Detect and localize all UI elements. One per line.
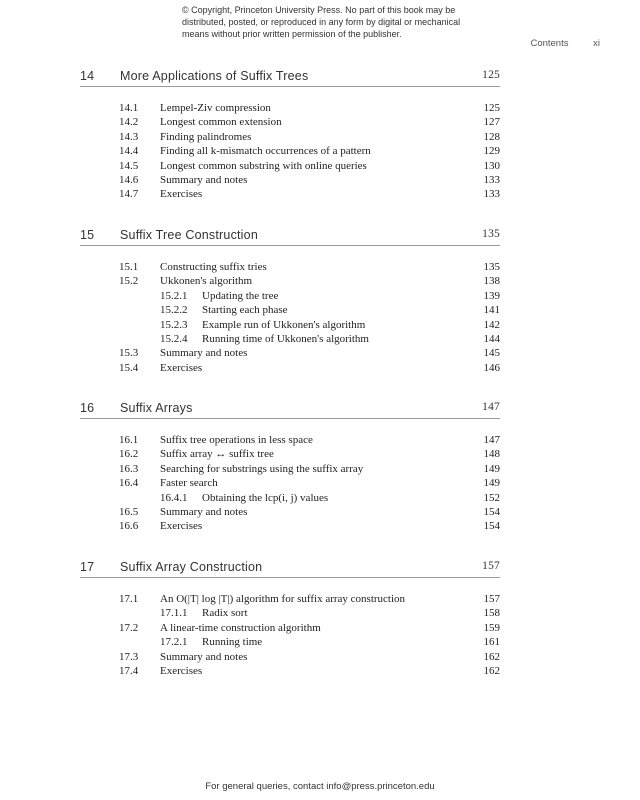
section-title: Exercises	[160, 664, 203, 677]
subsection-number: 15.2.2	[160, 304, 188, 317]
toc-entry	[80, 115, 500, 129]
copyright-line: © Copyright, Princeton University Press. No part of this book may be	[182, 5, 456, 15]
section-title: Longest common substring with online queries	[160, 159, 367, 172]
section-page: 149	[483, 477, 500, 490]
section-number: 15.4	[119, 361, 139, 374]
section-page: 161	[483, 636, 500, 649]
chapter-title: More Applications of Suffix Trees	[120, 69, 309, 83]
chapter-title: Suffix Tree Construction	[120, 228, 258, 242]
toc-entry	[80, 361, 500, 375]
section-number: 15.1	[119, 261, 139, 273]
section-page: 154	[483, 505, 500, 518]
chapter-number: 15	[80, 228, 95, 242]
toc-entry	[80, 621, 500, 635]
toc-entry	[80, 519, 500, 533]
section-page: 159	[483, 621, 500, 634]
chapter-number: 17	[80, 560, 95, 574]
section-page: 144	[483, 332, 500, 345]
section-title: Exercises	[160, 361, 203, 374]
section-page: 149	[483, 462, 500, 475]
section-number: 17.1	[119, 593, 139, 605]
chapter-page: 157	[482, 560, 500, 572]
section-page: 142	[483, 318, 500, 331]
section-number: 16.1	[119, 434, 139, 446]
section-title: Summary and notes	[160, 173, 248, 186]
toc-entry	[80, 462, 500, 476]
section-list	[80, 592, 500, 678]
copyright-line: distributed, posted, or reproduced in any form by digital or mechanical	[182, 17, 461, 27]
section-page: 158	[483, 607, 500, 620]
section-page: 125	[483, 102, 500, 114]
section-page: 152	[483, 491, 500, 504]
toc-entry	[80, 159, 500, 173]
toc-entry	[80, 433, 500, 447]
section-page: 146	[483, 361, 500, 374]
section-page: 147	[483, 434, 500, 446]
chapter-page: 135	[482, 228, 500, 240]
section-title: Longest common extension	[160, 116, 282, 129]
section-page: 128	[483, 130, 500, 143]
section-page: 162	[483, 664, 500, 677]
toc-subentry	[80, 332, 500, 346]
subsection-title: Example run of Ukkonen's algorithm	[202, 318, 366, 331]
chapter-page: 147	[482, 401, 500, 413]
subsection-number: 15.2.4	[160, 332, 188, 345]
section-number: 15.3	[119, 347, 139, 360]
chapter-15	[80, 228, 500, 375]
running-head-label: Contents	[530, 38, 569, 49]
subsection-title: Starting each phase	[202, 304, 288, 317]
chapter-heading	[80, 228, 500, 246]
section-number: 16.5	[119, 505, 139, 518]
section-page: 141	[483, 304, 500, 317]
toc-entry	[80, 260, 500, 274]
section-number: 14.2	[119, 116, 139, 129]
section-page: 148	[483, 448, 500, 461]
subsection-title: Obtaining the lcp(i, j) values	[202, 491, 329, 504]
section-title: Lempel-Ziv compression	[160, 102, 271, 114]
section-title: Summary and notes	[160, 650, 248, 663]
toc-entry	[80, 144, 500, 158]
section-number: 17.4	[119, 664, 139, 677]
toc-entry	[80, 447, 500, 461]
section-page: 157	[483, 593, 500, 605]
section-number: 16.3	[119, 462, 139, 475]
toc-subentry	[80, 606, 500, 620]
subsection-number: 15.2.3	[160, 318, 188, 331]
subsection-number: 17.1.1	[160, 607, 188, 620]
section-title: Constructing suffix tries	[160, 261, 267, 273]
toc-subentry	[80, 318, 500, 332]
section-page: 162	[483, 650, 500, 663]
chapter-17	[80, 560, 500, 678]
page-folio: xi	[593, 38, 600, 49]
section-page: 139	[483, 289, 500, 302]
section-number: 14.1	[119, 102, 139, 114]
toc-entry	[80, 650, 500, 664]
section-page: 154	[483, 520, 500, 533]
section-title: Summary and notes	[160, 505, 248, 518]
chapter-title: Suffix Array Construction	[120, 560, 263, 574]
section-number: 16.6	[119, 520, 139, 533]
section-title: Faster search	[160, 477, 218, 490]
toc-subentry	[80, 289, 500, 303]
toc-subentry	[80, 635, 500, 649]
toc-entry	[80, 664, 500, 678]
section-title: An O(|T| log |T|) algorithm for suffix array construction	[160, 593, 406, 605]
chapter-16	[80, 401, 500, 534]
section-title: Searching for substrings using the suffix array	[160, 462, 364, 475]
section-title: Suffix array ↔ suffix tree	[160, 448, 274, 461]
section-number: 14.4	[119, 145, 139, 158]
toc-entry	[80, 274, 500, 288]
section-title: Suffix tree operations in less space	[160, 434, 313, 446]
section-number: 14.3	[119, 130, 139, 143]
toc-entry	[80, 346, 500, 360]
section-page: 133	[483, 188, 500, 201]
section-page: 133	[483, 173, 500, 186]
copyright-line: means without prior written permission of the publisher.	[182, 29, 402, 39]
subsection-title: Running time	[202, 636, 263, 649]
chapter-heading	[80, 401, 500, 419]
section-title: A linear-time construction algorithm	[160, 621, 321, 634]
subsection-title: Updating the tree	[202, 289, 279, 302]
toc-subentry	[80, 491, 500, 505]
toc-entry	[80, 505, 500, 519]
section-number: 14.7	[119, 188, 139, 201]
footer-contact: For general queries, contact info@press.princeton.edu	[205, 781, 435, 792]
toc-entry	[80, 130, 500, 144]
chapter-page: 125	[482, 69, 500, 81]
subsection-title: Radix sort	[202, 607, 248, 620]
chapter-number: 14	[80, 69, 95, 83]
section-number: 15.2	[119, 275, 139, 288]
toc-entry	[80, 101, 500, 115]
section-list	[80, 433, 500, 534]
chapter-title: Suffix Arrays	[120, 401, 193, 415]
section-number: 14.5	[119, 159, 139, 172]
subsection-number: 16.4.1	[160, 491, 188, 504]
section-title: Ukkonen's algorithm	[160, 275, 253, 288]
toc-subentry	[80, 303, 500, 317]
subsection-title: Running time of Ukkonen's algorithm	[202, 332, 369, 345]
section-page: 127	[483, 116, 500, 129]
section-number: 16.4	[119, 477, 139, 490]
running-head	[530, 38, 600, 49]
section-number: 14.6	[119, 173, 139, 186]
section-page: 129	[483, 145, 500, 158]
section-title: Finding palindromes	[160, 130, 252, 143]
chapter-heading	[80, 560, 500, 578]
section-title: Exercises	[160, 188, 203, 201]
subsection-number: 15.2.1	[160, 289, 188, 302]
chapter-heading	[80, 69, 500, 87]
section-list	[80, 101, 500, 202]
section-page: 130	[483, 159, 500, 172]
section-title: Summary and notes	[160, 347, 248, 360]
toc-entry	[80, 476, 500, 490]
section-number: 16.2	[119, 448, 139, 461]
toc-entry	[80, 173, 500, 187]
copyright-notice	[182, 4, 482, 40]
section-page: 138	[483, 275, 500, 288]
section-number: 17.2	[119, 621, 139, 634]
section-number: 17.3	[119, 650, 139, 663]
chapter-14	[80, 69, 500, 202]
section-title: Exercises	[160, 520, 203, 533]
toc-entry	[80, 187, 500, 201]
toc-entry	[80, 592, 500, 606]
section-title: Finding all k-mismatch occurrences of a pattern	[160, 145, 371, 158]
chapter-number: 16	[80, 401, 95, 415]
section-page: 135	[483, 261, 500, 273]
subsection-number: 17.2.1	[160, 636, 188, 649]
section-page: 145	[483, 347, 500, 360]
section-list	[80, 260, 500, 375]
